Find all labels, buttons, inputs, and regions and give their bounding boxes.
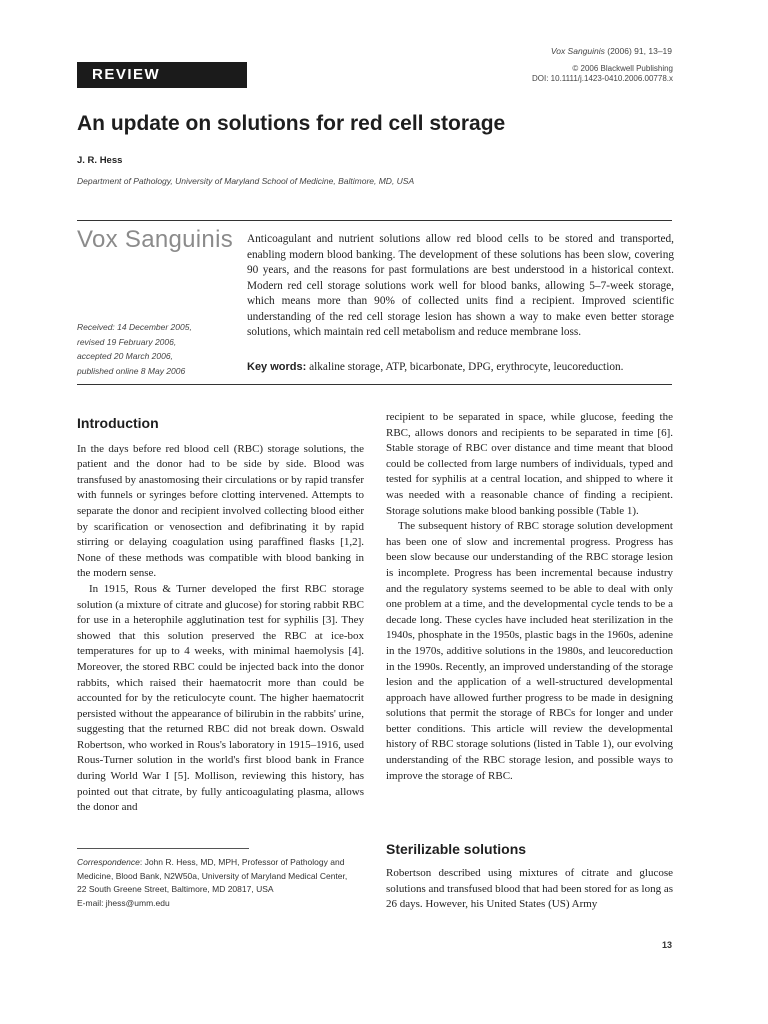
correspondence-line-3: 22 South Greene Street, Baltimore, MD 20817, USA <box>77 884 274 894</box>
paragraph: The subsequent history of RBC storage solution development has been one of slow and incremental progress. Progress has been slow because our understanding of the RBC storage lesion is incomplete. Progress has been incremental because industry and the regulatory systems seemed to be able to deal with only one problem at a time, and the developmental cycle tends to be a decade long. These cycles have included heat sterilization in the 1940s, phosphate in the 1950s, plastic bags in the 1960s, adenine in the 1970s, additive solutions in the 1980s, and leucoreduction in the 1990s. Recently, an improved understanding of the storage lesion and the application of a well-structured developmental approach have allowed further progress to be made in designing solutions that permit the storage of RBCs for longer and under better conditions. This article will review the developmental history of RBC storage solutions (listed in Table 1), our evolving understanding of the RBC storage lesion, and possible ways to improve the storage of RBC. <box>386 520 673 782</box>
page-number: 13 <box>661 940 672 950</box>
sterilizable-section <box>386 866 673 913</box>
article-title: An update on solutions for red cell storage <box>77 112 506 135</box>
correspondence-label: Correspondence <box>77 857 140 867</box>
abstract-bottom-rule <box>77 384 672 385</box>
volume-pages: (2006) 91, 13–19 <box>604 46 672 56</box>
correspondence-email: E-mail: jhess@umm.edu <box>77 897 170 908</box>
keywords-list: alkaline storage, ATP, bicarbonate, DPG, erythrocyte, leucoreduction. <box>309 361 624 373</box>
published-date: published online 8 May 2006 <box>77 365 186 376</box>
correspondence-footnote <box>77 856 367 910</box>
journal-citation <box>551 46 672 56</box>
footnote-rule <box>77 848 249 849</box>
abstract-top-rule <box>77 220 672 221</box>
review-banner: REVIEW <box>77 62 247 88</box>
received-date: Received: 14 December 2005, <box>77 322 192 332</box>
paragraph: Robertson described using mixtures of citrate and glucose solutions and transfused blood that had been stored for as long as 26 days. However, his United States (US) Army <box>386 867 673 911</box>
introduction-heading: Introduction <box>77 415 159 431</box>
abstract <box>247 232 674 341</box>
paragraph: In the days before red blood cell (RBC) storage solutions, the patient and the donor had to be side by side. Blood was transfused by anastomosing their circulations or by rapid transfer with funnels or syringes before clotting intervened. Attempts to separate the donor and recipient involved collecting blood either by scarification or venosection and defibrinating it by rapid stirring or delaying coagulation using paraffined flasks [1,2]. None of these methods was compatible with blood banking in the modern sense. <box>77 442 364 580</box>
journal-name: Vox Sanguinis <box>550 46 605 56</box>
keywords <box>247 360 674 376</box>
author-name: J. R. Hess <box>77 155 123 166</box>
correspondence-name: : John R. Hess, MD, MPH, Professor of Pathology and <box>139 857 345 867</box>
accepted-date: accepted 20 March 2006, <box>77 351 173 361</box>
article-history <box>77 320 192 378</box>
body-right-column <box>386 410 673 784</box>
abstract-text: Anticoagulant and nutrient solutions allow red blood cells to be stored and transported, enabling modern blood banking. The development of these solutions has been slow, covering 90 years, and the reasons for past formulations are best understood in a historical context. Modern red cell storage solutions work well for blood banks, allowing 5–7-week storage, which means more than 90% of collected units find a recipient. Improved scientific understanding of the red cell storage lesion has shown a way to make even better storage solutions, which maintain red cell metabolism and reduce membrane loss. <box>247 233 674 338</box>
paragraph: In 1915, Rous & Turner developed the first RBC storage solution (a mixture of citrate and glucose) for storing rabbit RBC for use in a heterophile agglutination test for syphilis [3]. They showed that this solution preserved the RBC at ice-box temperatures for up to 4 weeks, with minimal haemolysis [4]. Moreover, the stored RBC could be injected back into the donor rabbits, which raised their haematocrit more than could be accounted for by the reticulocyte count. The higher haematocrit persisted without the appearance of bilirubin in the rabbits' urine, suggesting that the returned RBC did not break down. Oswald Robertson, who worked in Rous's laboratory in 1915–1916, used Rous-Turner solution in the world's first blood bank in France during World War I [5]. Mollison, reviewing this history, has pointed out that citrate, by fully anticoagulating plasma, allows the donor and <box>77 582 364 814</box>
correspondence-line-2: Medicine, Blood Bank, N2W50a, University of Maryland Medical Center, <box>77 870 348 881</box>
doi-line: DOI: 10.1111/j.1423-0410.2006.00778.x <box>532 74 673 83</box>
copyright-line: © 2006 Blackwell Publishing <box>572 64 673 73</box>
sterilizable-heading: Sterilizable solutions <box>386 841 527 857</box>
body-left-column <box>77 416 364 816</box>
author-affiliation: Department of Pathology, University of Maryland School of Medicine, Baltimore, MD, USA <box>77 176 415 186</box>
correspondence-line-1 <box>77 856 367 870</box>
publisher-block <box>532 64 673 84</box>
paragraph: recipient to be separated in space, while glucose, feeding the RBC, allows donors and recipients to be separated in time [6]. Stable storage of RBC over distance and time meant that blood could be collected from large numbers of individuals, typed and tested for syphilis at a central location, and shipped to where it was needed with a reasonable chance of finding a recipient. Storage solutions make blood banking possible (Table 1). <box>386 411 673 517</box>
journal-logo: Vox Sanguinis <box>77 226 234 253</box>
keywords-label: Key words: <box>247 361 307 373</box>
revised-date: revised 19 February 2006, <box>77 336 177 347</box>
